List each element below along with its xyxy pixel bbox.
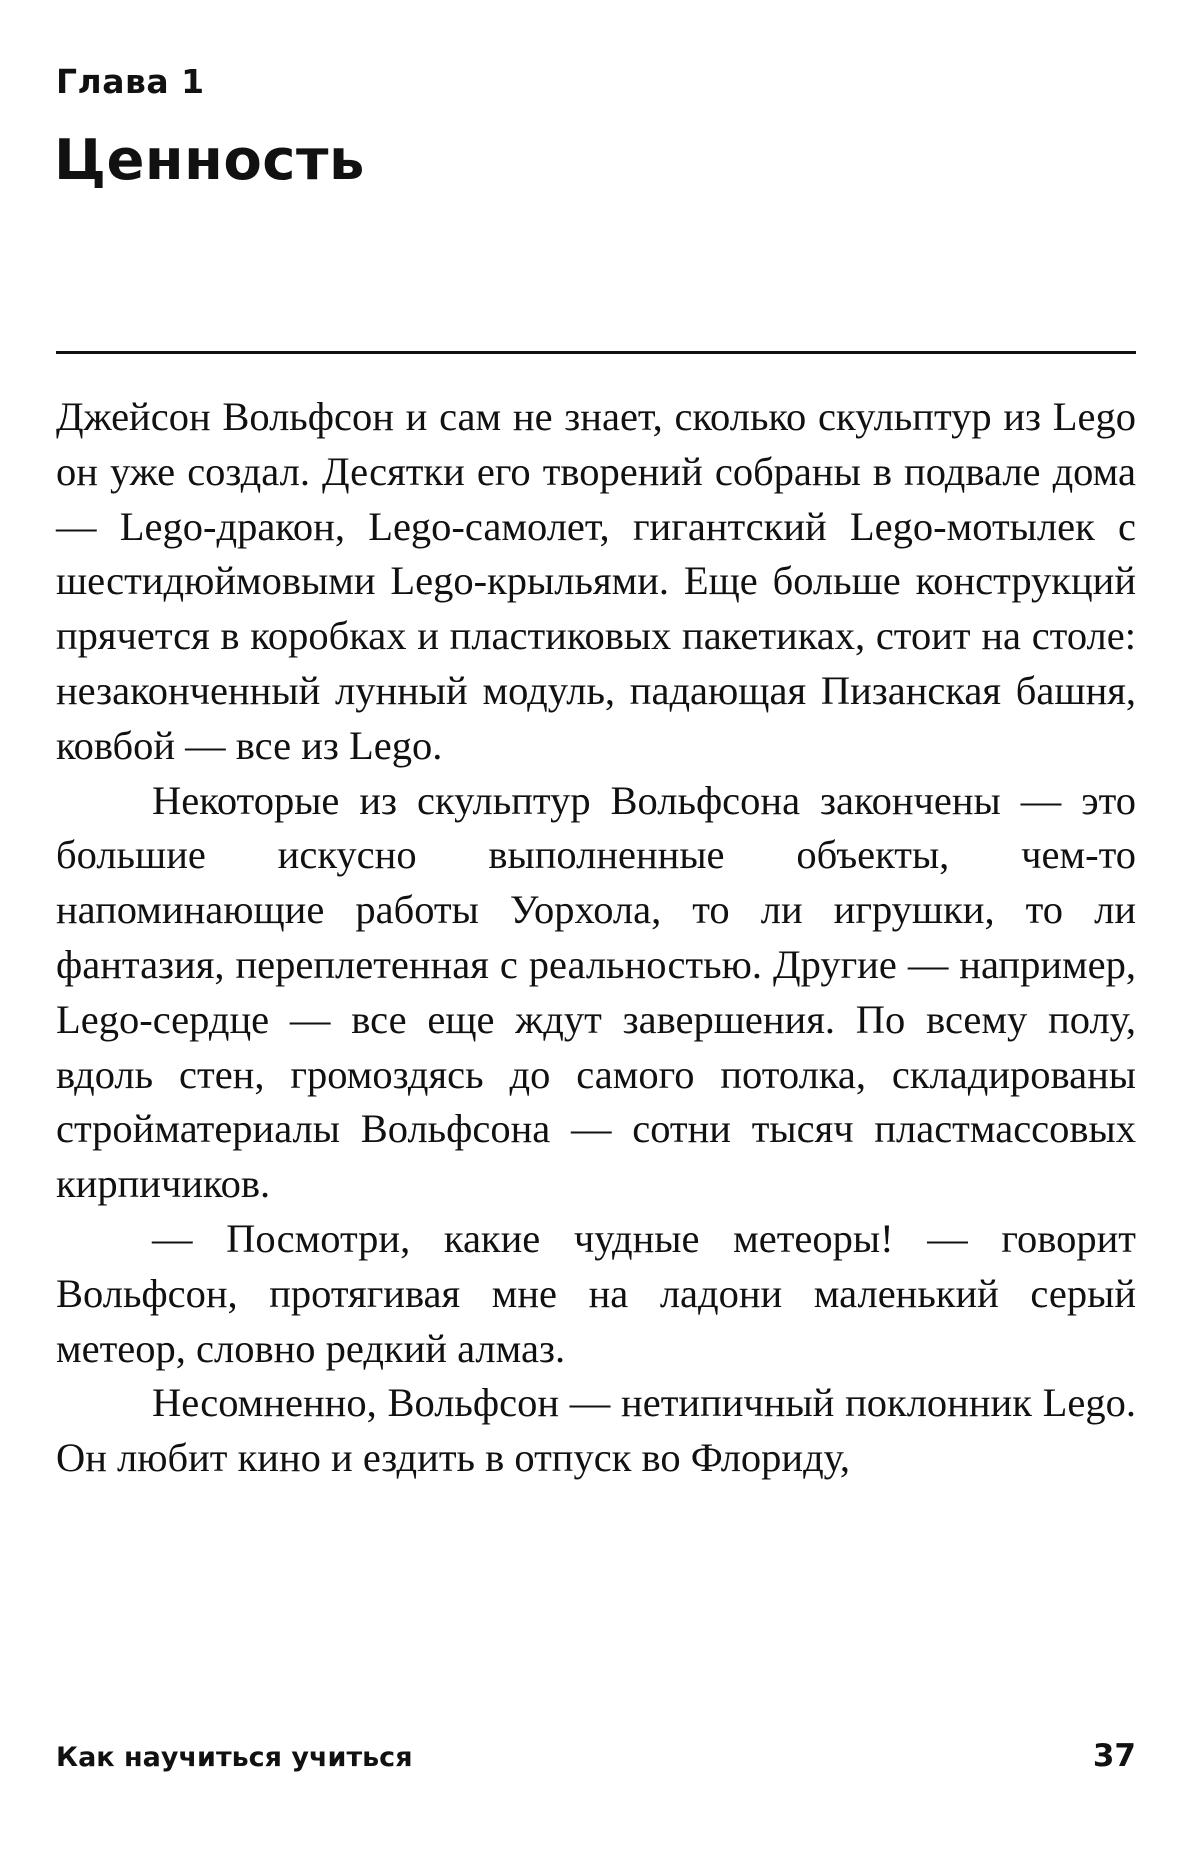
paragraph: Несомненно, Вольфсон — нетипичный поклонник Lego. Он любит кино и ездить в отпуск во Флориду, [56, 1380, 1136, 1481]
section-divider [56, 351, 1136, 354]
chapter-label: Глава 1 [56, 62, 205, 101]
chapter-title: Ценность [54, 128, 365, 193]
paragraph: Джейсон Вольфсон и сам не знает, сколько скульптур из Lego он уже создал. Десятки его творений собраны в подвале дома — Lego-дракон, Lego-самолет, гигантский Lego-мотылек с шестидюймовыми Lego-крыльями. Еще больше конструкций прячется в коробках и пластиковых пакетиках, стоит на столе: незаконченный лунный модуль, падающая Пизанская башня, ковбой — все из Lego. [56, 394, 1136, 768]
paragraph: — Посмотри, какие чудные метеоры! — говорит Вольфсон, протягивая мне на ладони маленький серый метеор, словно редкий алмаз. [56, 1215, 1136, 1371]
page-number: 37 [1092, 1738, 1136, 1774]
body-text [56, 390, 1136, 1486]
running-footer-title: Как научиться учиться [56, 1742, 413, 1773]
paragraph: Некоторые из скульптур Вольфсона закончены — это большие искусно выполненные объекты, чем-то напоминающие работы Уорхола, то ли игрушки, то ли фантазия, переплетенная с реальностью. Другие — например, Lego-сердце — все еще ждут завершения. По всему полу, вдоль стен, громоздясь до самого потолка, складированы стройматериалы Вольфсона — сотни тысяч пластмассовых кирпичиков. [56, 777, 1136, 1207]
